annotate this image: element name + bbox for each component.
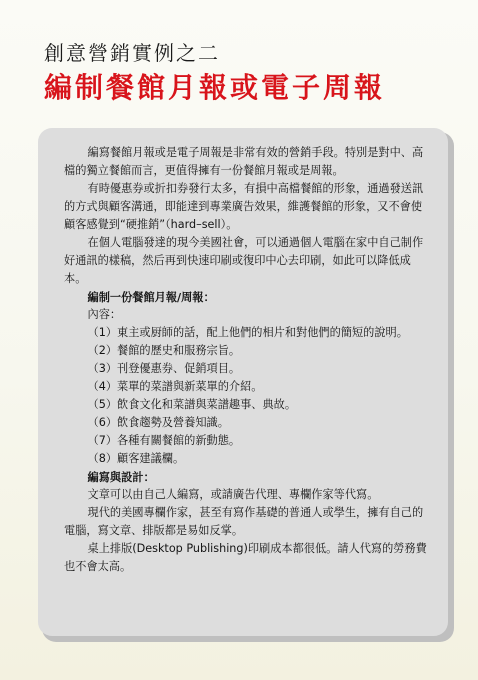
page-title: 編制餐館月報或電子周報: [44, 71, 386, 104]
list-item: （2）餐館的歷史和服務宗旨。: [87, 344, 241, 357]
section-heading-writing: 編寫與設計：: [87, 470, 155, 484]
list-item: （3）刊登優惠券、促銷項目。: [87, 362, 241, 375]
list-item: （4）菜單的菜譜與新菜單的介紹。: [87, 380, 263, 393]
list-item: （7）各種有關餐館的新動態。: [87, 434, 241, 447]
contents-label: 內容：: [87, 308, 122, 321]
paragraph-columnists: 現代的美國專欄作家，甚至有寫作基礎的普通人或學生，擁有自己的電腦，寫文章、排版都是易如反掌。: [64, 506, 424, 537]
paragraph-intro: 編寫餐館月報或是電子周報是非常有效的營銷手段。特別是對中、高檔的獨立餐館而言，更值得擁有一份餐館月報或是周報。: [64, 146, 424, 177]
list-item: （8）顧客建議欄。: [87, 452, 185, 465]
paragraph-desktop-publishing: 桌上排版(Desktop Publishing)印刷成本都很低。請人代寫的勞務費也不會太高。: [64, 542, 427, 573]
paragraph-pc: 在個人電腦發達的現今美國社會，可以通過個人電腦在家中自己制作好通訊的樣稿，然后再到快速印刷或復印中心去印刷，如此可以降低成本。: [64, 236, 424, 285]
paragraph-coupons: 有時優惠券或折扣券發行太多，有損中高檔餐館的形象，通過發送訊的方式與顧客溝通，即能達到專業廣告效果，維護餐館的形象，又不會使顧客感覺到“硬推銷”（hard–sell）。: [64, 182, 424, 231]
article-body: [64, 144, 428, 576]
section-heading-newsletter: 編制一份餐館月報/周報：: [87, 290, 215, 304]
card-body: [38, 128, 448, 636]
header: [44, 40, 464, 106]
list-item: （1）東主或厨師的話，配上他們的相片和對他們的簡短的說明。: [87, 326, 408, 339]
list-item: （6）飲食趨勢及營養知識。: [87, 416, 229, 429]
list-item: （5）飲食文化和菜譜與菜譜趣事、典故。: [87, 398, 297, 411]
page-subtitle: 創意營銷實例之二: [44, 41, 220, 65]
content-card: [38, 128, 456, 644]
paragraph-writers: 文章可以由自己人編寫，或請廣告代理、專欄作家等代寫。: [87, 488, 379, 501]
